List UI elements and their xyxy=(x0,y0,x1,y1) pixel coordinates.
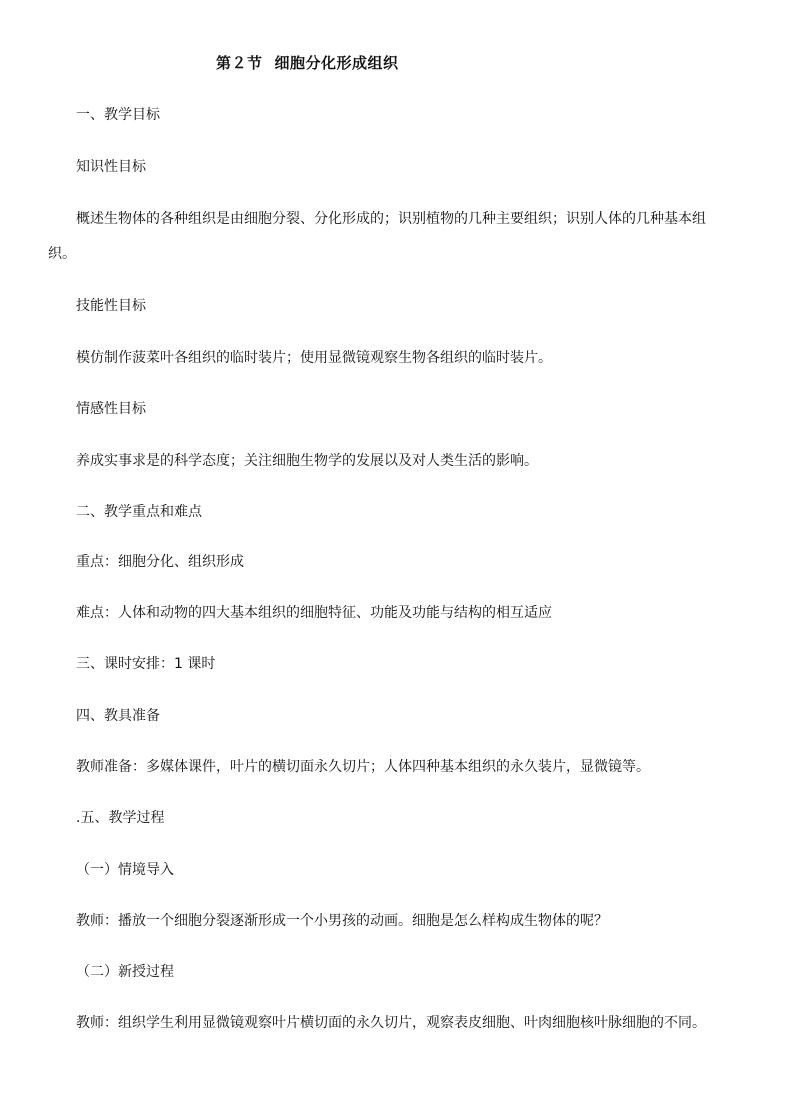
subheading-knowledge-goals: 知识性目标 xyxy=(76,159,146,175)
paragraph-knowledge-goals-continued: 织。 xyxy=(48,246,76,262)
subheading-skill-goals: 技能性目标 xyxy=(76,298,146,314)
paragraph-introduction-teacher: 教师：播放一个细胞分裂逐渐形成一个小男孩的动画。细胞是怎么样构成生物体的呢？ xyxy=(76,913,608,929)
title-text: 细胞分化形成组织 xyxy=(274,54,399,72)
paragraph-new-lesson-teacher: 教师：组织学生利用显微镜观察叶片横切面的永久切片，观察表皮细胞、叶肉细胞核叶脉细胞的不同。 xyxy=(76,1015,706,1031)
subheading-situation-introduction: （一）情境导入 xyxy=(76,862,174,878)
title-section-number: 第２节 xyxy=(216,54,263,72)
heading-teaching-process: .五、教学过程 xyxy=(76,810,165,826)
paragraph-teacher-preparation: 教师准备：多媒体课件，叶片的横切面永久切片；人体四种基本组织的永久装片，显微镜等。 xyxy=(76,759,650,775)
paragraph-skill-goals: 模仿制作菠菜叶各组织的临时装片；使用显微镜观察生物各组织的临时装片。 xyxy=(76,350,552,366)
subheading-new-lesson: （二）新授过程 xyxy=(76,964,174,980)
heading-key-points: 二、教学重点和难点 xyxy=(76,504,202,520)
paragraph-knowledge-goals: 概述生物体的各种组织是由细胞分裂、分化形成的；识别植物的几种主要组织；识别人体的几种基本组 xyxy=(76,211,706,227)
paragraph-emotional-goals: 养成实事求是的科学态度；关注细胞生物学的发展以及对人类生活的影响。 xyxy=(76,453,538,469)
subheading-emotional-goals: 情感性目标 xyxy=(76,401,146,417)
paragraph-difficult-point: 难点：人体和动物的四大基本组织的细胞特征、功能及功能与结构的相互适应 xyxy=(76,605,552,621)
heading-teaching-aids: 四、教具准备 xyxy=(76,708,160,724)
document-title xyxy=(216,52,399,73)
heading-teaching-goals: 一、教学目标 xyxy=(76,107,160,123)
paragraph-key-point: 重点：细胞分化、组织形成 xyxy=(76,554,244,570)
heading-class-hours: 三、课时安排：1 课时 xyxy=(76,656,216,672)
